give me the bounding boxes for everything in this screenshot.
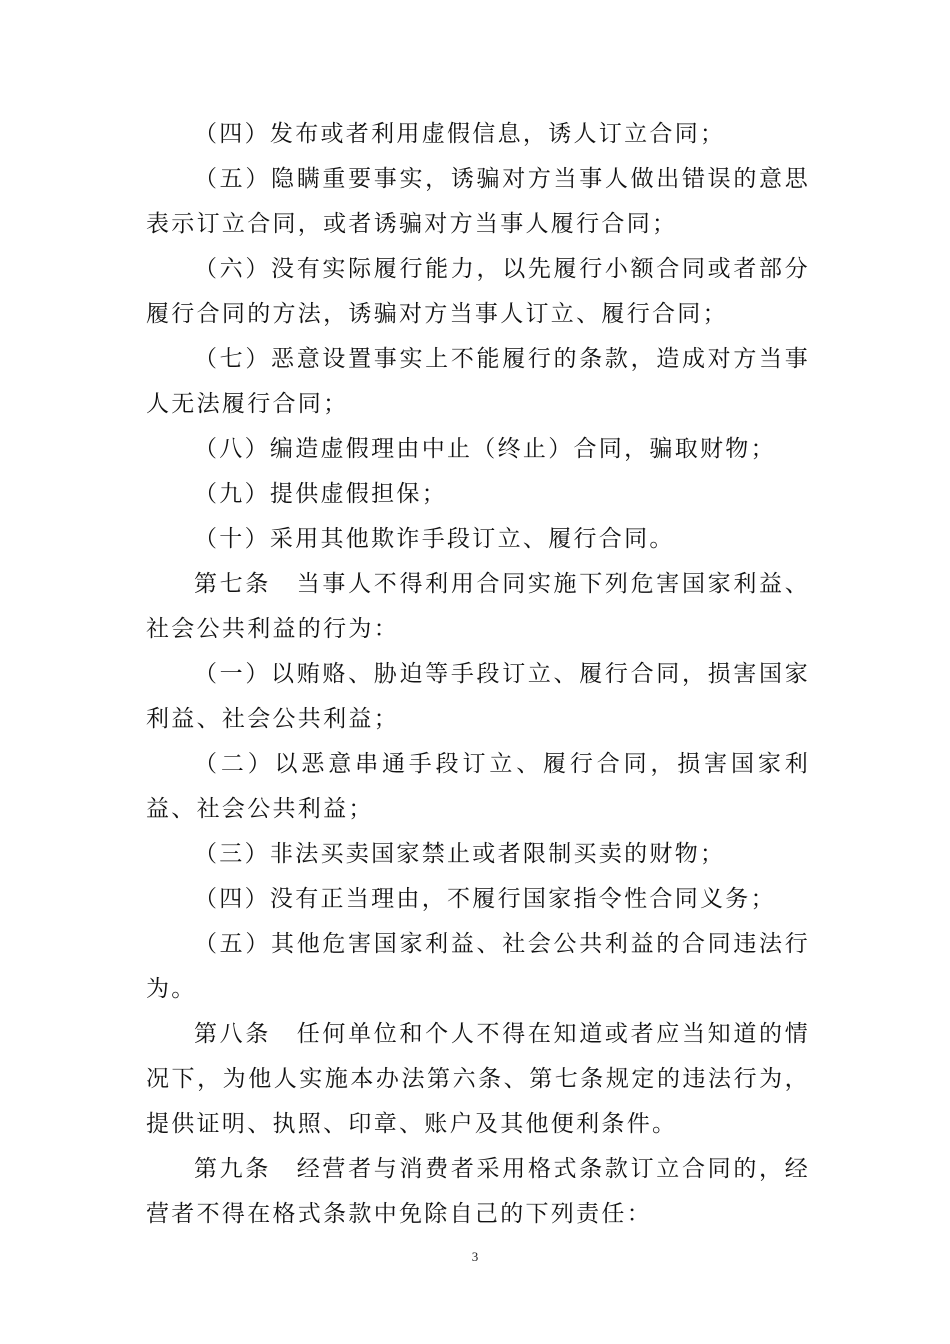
body-text <box>146 112 810 1237</box>
article-8: 第八条 任何单位和个人不得在知道或者应当知道的情况下，为他人实施本办法第六条、第七条规定的违法行为，提供证明、执照、印章、账户及其他便利条件。 <box>146 1021 810 1137</box>
article-7-item-2: （二）以恶意串通手段订立、履行合同，损害国家利益、社会公共利益； <box>146 751 810 822</box>
paragraph-item-8: （八）编造虚假理由中止（终止）合同，骗取财物； <box>194 436 776 462</box>
article-7-item-4: （四）没有正当理由，不履行国家指令性合同义务； <box>194 886 776 912</box>
article-7-item-5: （五）其他危害国家利益、社会公共利益的合同违法行为。 <box>146 931 810 1002</box>
paragraph-item-4: （四）发布或者利用虚假信息，诱人订立合同； <box>194 121 726 147</box>
paragraph-item-5: （五）隐瞒重要事实，诱骗对方当事人做出错误的意思表示订立合同，或者诱骗对方当事人履行合同； <box>146 166 810 237</box>
paragraph-item-6: （六）没有实际履行能力，以先履行小额合同或者部分履行合同的方法，诱骗对方当事人订立、履行合同； <box>146 256 810 327</box>
page-number: 3 <box>471 1249 479 1264</box>
paragraph-item-9: （九）提供虚假担保； <box>194 481 447 507</box>
article-7: 第七条 当事人不得利用合同实施下列危害国家利益、 社会公共利益的行为： <box>146 571 810 642</box>
paragraph-item-10: （十）采用其他欺诈手段订立、履行合同。 <box>194 526 675 552</box>
article-7-item-1: （一）以贿赂、胁迫等手段订立、履行合同，损害国家利益、社会公共利益； <box>146 661 810 732</box>
article-7-item-3: （三）非法买卖国家禁止或者限制买卖的财物； <box>194 841 726 867</box>
article-9: 第九条 经营者与消费者采用格式条款订立合同的，经营者不得在格式条款中免除自己的下列责任： <box>146 1156 810 1227</box>
paragraph-item-7: （七）恶意设置事实上不能履行的条款，造成对方当事人无法履行合同； <box>146 346 810 417</box>
